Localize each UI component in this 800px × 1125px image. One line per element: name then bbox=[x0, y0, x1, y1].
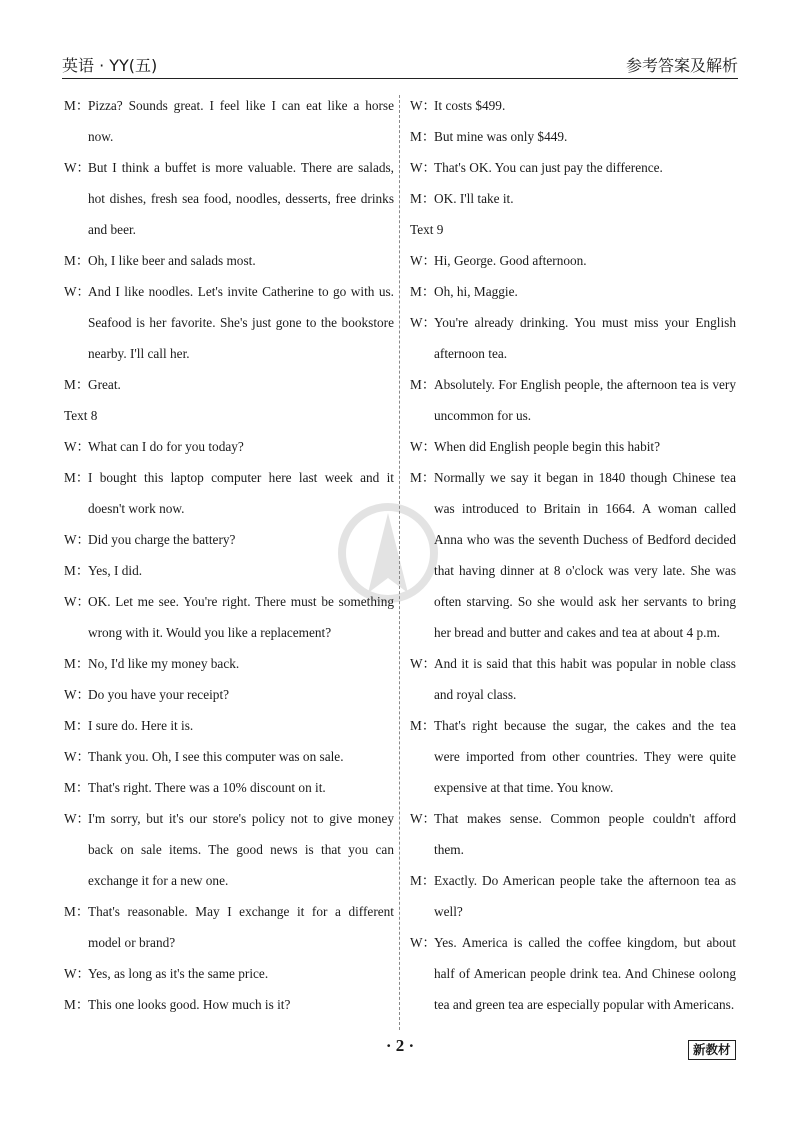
speaker-label: M： bbox=[64, 780, 90, 795]
speaker-label: W： bbox=[64, 811, 90, 826]
utterance-text: This one looks good. How much is it? bbox=[88, 997, 291, 1012]
speaker-label: M： bbox=[410, 191, 436, 206]
header-rule bbox=[62, 78, 738, 79]
speaker-label: M： bbox=[64, 563, 90, 578]
utterance-text: But I think a buffet is more valuable. There are salads, hot dishes, fresh sea food, noodles, desserts, free drinks and beer. bbox=[88, 160, 394, 237]
utterance-text: Thank you. Oh, I see this computer was on sale. bbox=[88, 749, 344, 764]
utterance-text: But mine was only $449. bbox=[434, 129, 568, 144]
utterance-text: Exactly. Do American people take the afternoon tea as well? bbox=[434, 873, 736, 919]
utterance-text: I bought this laptop computer here last week and it doesn't work now. bbox=[88, 470, 394, 516]
speaker-label: W： bbox=[64, 594, 90, 609]
dialogue-turn bbox=[410, 90, 736, 121]
utterance-text: You're already drinking. You must miss your English afternoon tea. bbox=[434, 315, 736, 361]
utterance-text: Normally we say it began in 1840 though Chinese tea was introduced to Britain in 1664. A woman called Anna who was the seventh Duchess of Bedford decided that having dinner at 8 o'clock was very late. She was often starving. So she would ask her servants to bring her bread and butter and cakes and tea at about 4 p.m. bbox=[434, 470, 736, 640]
utterance-text: Hi, George. Good afternoon. bbox=[434, 253, 587, 268]
speaker-label: W： bbox=[410, 160, 436, 175]
dialogue-turn bbox=[64, 586, 394, 648]
speaker-label: M： bbox=[64, 718, 90, 733]
dialogue-turn bbox=[410, 927, 736, 1020]
utterance-text: That's right. There was a 10% discount on it. bbox=[88, 780, 326, 795]
dialogue-turn bbox=[410, 865, 736, 927]
right-column bbox=[410, 90, 736, 1020]
speaker-label: M： bbox=[64, 997, 90, 1012]
dialogue-turn bbox=[64, 989, 394, 1020]
dialogue-turn bbox=[410, 121, 736, 152]
edition-badge: 新教材 bbox=[688, 1040, 736, 1060]
utterance-text: Yes, I did. bbox=[88, 563, 143, 578]
dialogue-turn bbox=[410, 431, 736, 462]
column-divider bbox=[399, 95, 400, 1030]
dialogue-turn bbox=[64, 958, 394, 989]
dialogue-turn bbox=[410, 803, 736, 865]
speaker-label: W： bbox=[410, 439, 436, 454]
utterance-text: And I like noodles. Let's invite Catherine to go with us. Seafood is her favorite. She's just gone to the bookstore nearby. I'll call her. bbox=[88, 284, 394, 361]
utterance-text: That makes sense. Common people couldn't afford them. bbox=[434, 811, 736, 857]
header-subject: 英语 · YY(五) bbox=[62, 56, 158, 75]
utterance-text: Did you charge the battery? bbox=[88, 532, 236, 547]
dialogue-turn bbox=[410, 245, 736, 276]
speaker-label: W： bbox=[410, 98, 436, 113]
dialogue-turn bbox=[64, 431, 394, 462]
speaker-label: W： bbox=[64, 439, 90, 454]
utterance-text: Great. bbox=[88, 377, 121, 392]
speaker-label: M： bbox=[410, 470, 436, 485]
dialogue-turn bbox=[64, 245, 394, 276]
utterance-text: Pizza? Sounds great. I feel like I can eat like a horse now. bbox=[88, 98, 394, 144]
section-label: Text 9 bbox=[410, 222, 444, 237]
dialogue-turn bbox=[410, 462, 736, 648]
speaker-label: M： bbox=[64, 98, 90, 113]
speaker-label: W： bbox=[64, 284, 90, 299]
utterance-text: I'm sorry, but it's our store's policy not to give money back on sale items. The good news is that you can exchange it for a new one. bbox=[88, 811, 394, 888]
speaker-label: W： bbox=[410, 656, 436, 671]
speaker-label: M： bbox=[410, 284, 436, 299]
speaker-label: M： bbox=[64, 253, 90, 268]
left-column bbox=[64, 90, 394, 1020]
utterance-text: Do you have your receipt? bbox=[88, 687, 230, 702]
speaker-label: W： bbox=[64, 749, 90, 764]
page-number: · 2 · bbox=[385, 1036, 415, 1055]
speaker-label: W： bbox=[410, 315, 436, 330]
speaker-label: W： bbox=[64, 532, 90, 547]
speaker-label: W： bbox=[64, 160, 90, 175]
utterance-text: That's OK. You can just pay the difference. bbox=[434, 160, 663, 175]
utterance-text: OK. Let me see. You're right. There must be something wrong with it. Would you like a replacement? bbox=[88, 594, 394, 640]
utterance-text: It costs $499. bbox=[434, 98, 506, 113]
speaker-label: W： bbox=[64, 687, 90, 702]
speaker-label: M： bbox=[64, 377, 90, 392]
dialogue-turn bbox=[64, 152, 394, 245]
page-header bbox=[62, 48, 738, 76]
speaker-label: M： bbox=[64, 904, 90, 919]
utterance-text: I sure do. Here it is. bbox=[88, 718, 194, 733]
speaker-label: M： bbox=[410, 718, 436, 733]
speaker-label: M： bbox=[64, 656, 90, 671]
dialogue-turn bbox=[64, 741, 394, 772]
speaker-label: M： bbox=[410, 873, 436, 888]
utterance-text: What can I do for you today? bbox=[88, 439, 244, 454]
dialogue-turn bbox=[64, 369, 394, 400]
dialogue-turn bbox=[64, 772, 394, 803]
utterance-text: That's reasonable. May I exchange it for a different model or brand? bbox=[88, 904, 394, 950]
speaker-label: W： bbox=[64, 966, 90, 981]
dialogue-turn bbox=[410, 276, 736, 307]
dialogue-turn bbox=[410, 307, 736, 369]
utterance-text: That's right because the sugar, the cakes and the tea were imported from other countries. They were quite expensive at that time. You know. bbox=[434, 718, 736, 795]
utterance-text: Yes, as long as it's the same price. bbox=[88, 966, 269, 981]
header-section: 参考答案及解析 bbox=[625, 56, 738, 75]
dialogue-turn bbox=[64, 710, 394, 741]
dialogue-turn bbox=[64, 648, 394, 679]
dialogue-turn bbox=[64, 803, 394, 896]
utterance-text: Oh, I like beer and salads most. bbox=[88, 253, 256, 268]
dialogue-turn bbox=[410, 369, 736, 431]
speaker-label: W： bbox=[410, 253, 436, 268]
speaker-label: M： bbox=[64, 470, 90, 485]
dialogue-turn bbox=[64, 276, 394, 369]
dialogue-turn bbox=[64, 555, 394, 586]
utterance-text: And it is said that this habit was popular in noble class and royal class. bbox=[434, 656, 736, 702]
speaker-label: W： bbox=[410, 935, 436, 950]
speaker-label: M： bbox=[410, 129, 436, 144]
utterance-text: Absolutely. For English people, the afternoon tea is very uncommon for us. bbox=[434, 377, 736, 423]
dialogue-turn bbox=[64, 896, 394, 958]
dialogue-turn bbox=[410, 648, 736, 710]
utterance-text: No, I'd like my money back. bbox=[88, 656, 240, 671]
speaker-label: W： bbox=[410, 811, 436, 826]
dialogue-turn bbox=[64, 462, 394, 524]
dialogue-turn bbox=[410, 183, 736, 214]
dialogue-turn bbox=[410, 152, 736, 183]
dialogue-turn bbox=[64, 524, 394, 555]
section-label: Text 8 bbox=[64, 408, 98, 423]
dialogue-turn bbox=[410, 710, 736, 803]
utterance-text: OK. I'll take it. bbox=[434, 191, 514, 206]
utterance-text: When did English people begin this habit? bbox=[434, 439, 661, 454]
dialogue-turn bbox=[64, 90, 394, 152]
utterance-text: Yes. America is called the coffee kingdom, but about half of American people drink tea. And Chinese oolong tea and green tea are especially popular with Americans. bbox=[434, 935, 736, 1012]
speaker-label: M： bbox=[410, 377, 436, 392]
utterance-text: Oh, hi, Maggie. bbox=[434, 284, 518, 299]
dialogue-turn bbox=[64, 679, 394, 710]
